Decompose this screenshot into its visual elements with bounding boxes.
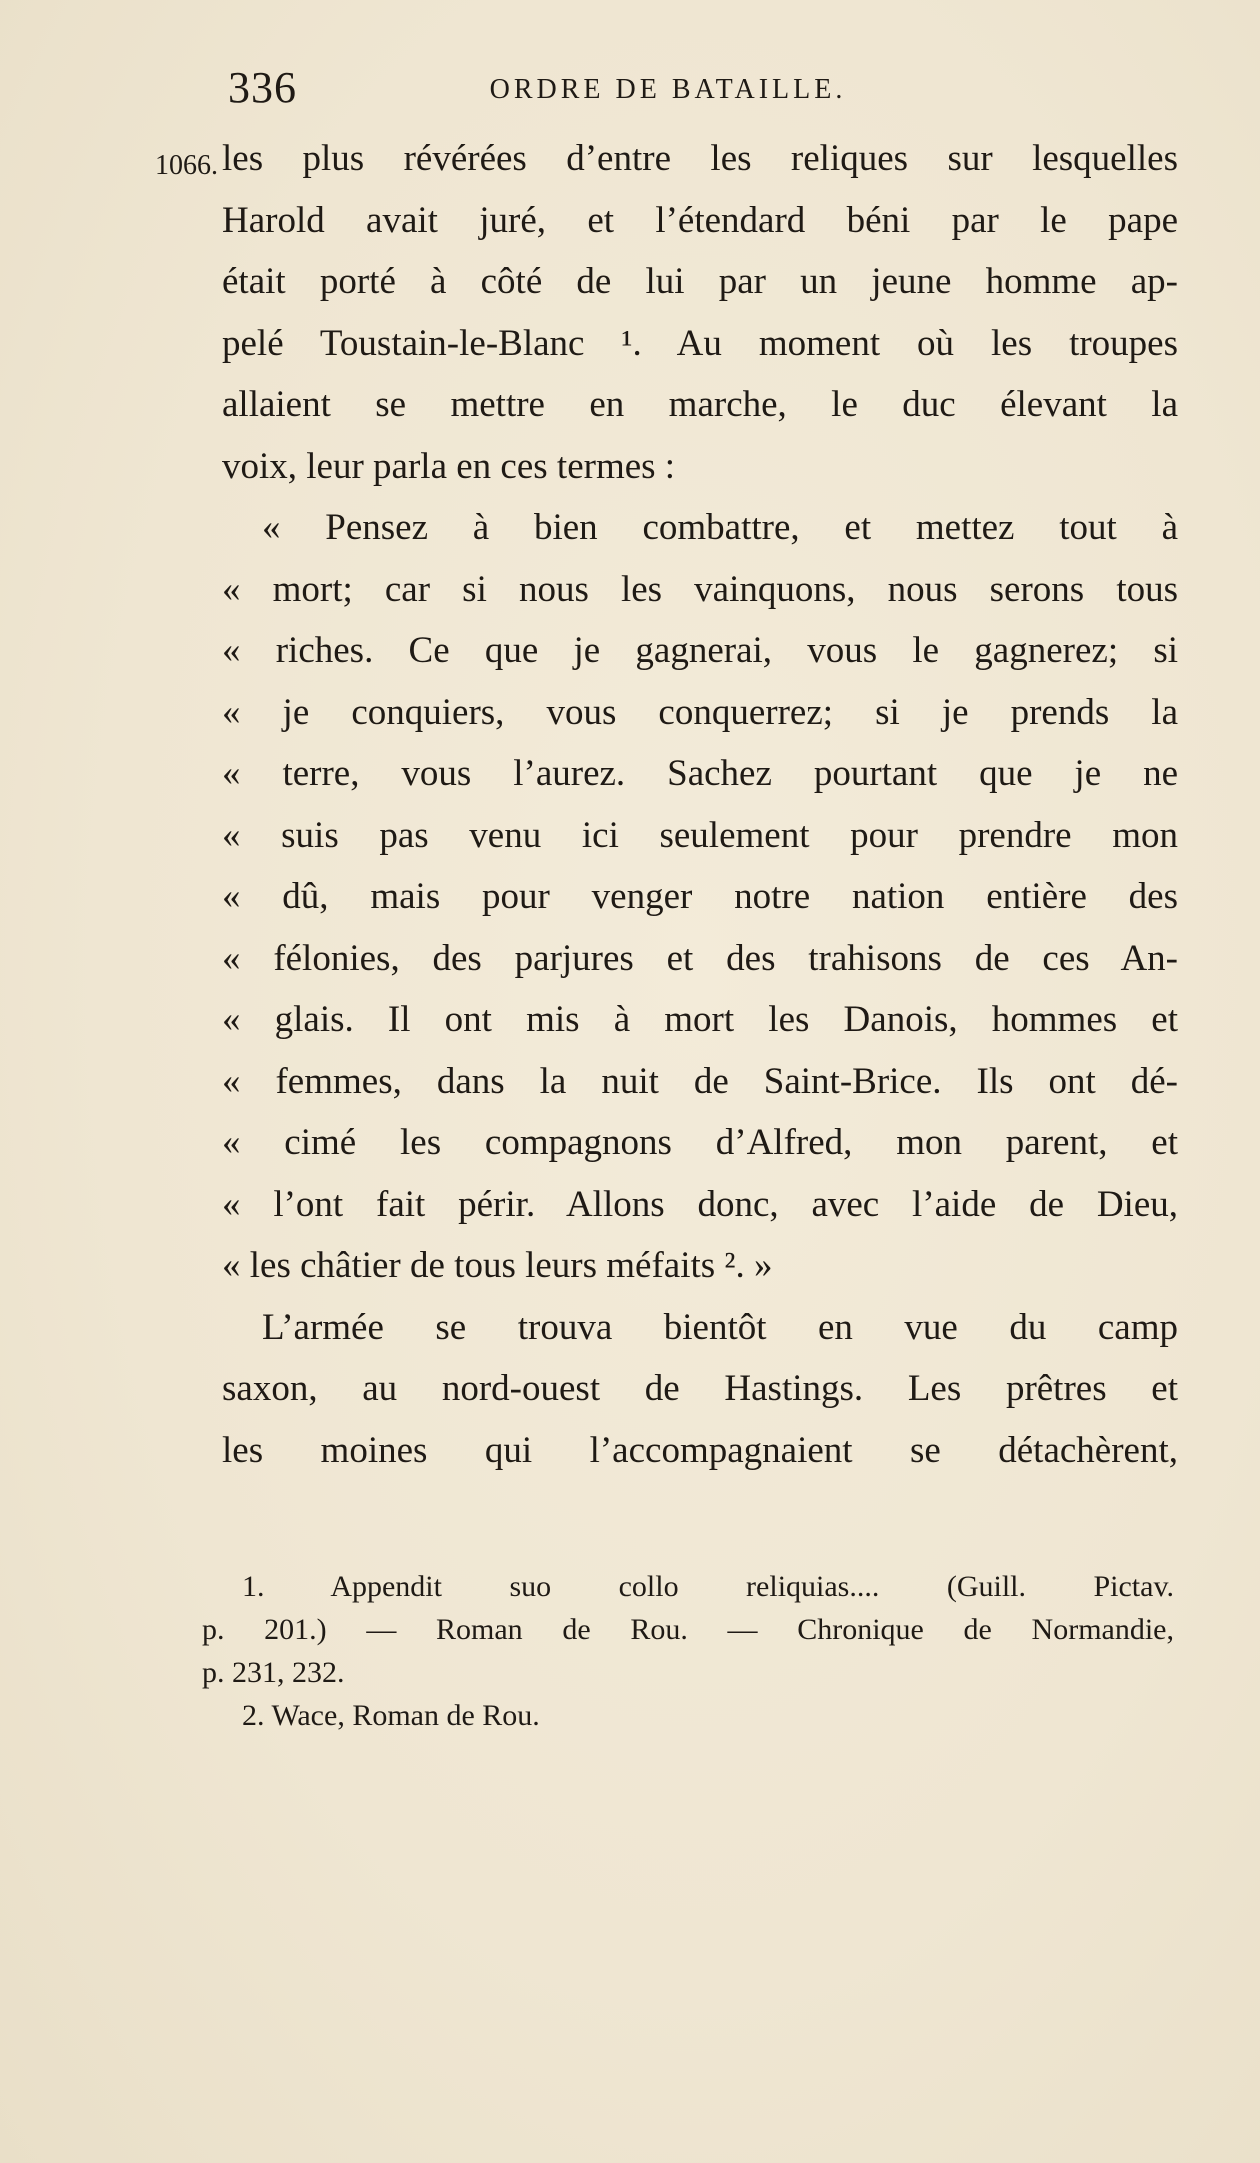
text-line: « suis pas venu ici seulement pour prendre mon [222, 814, 1178, 856]
text-line: « terre, vous l’aurez. Sachez pourtant que je ne [222, 753, 1178, 794]
text-line: « mort; car si nous les vainquons, nous serons tous [222, 568, 1178, 610]
running-title: ORDRE DE BATAILLE. [489, 74, 847, 105]
text-line: L’armée se trouva bientôt en vue du camp [262, 1306, 1178, 1348]
text-line: voix, leur parla en ces termes : [222, 445, 676, 487]
text-line: « Pensez à bien combattre, et mettez tout à [262, 507, 1178, 548]
text-line: « dû, mais pour venger notre nation entière des [222, 876, 1178, 917]
footnote-line: p. 231, 232. [202, 1656, 345, 1689]
body-text [222, 128, 1178, 1481]
text-line: « je conquiers, vous conquerrez; si je prends la [222, 691, 1178, 733]
footnote-line: 1. Appendit suo collo reliquias.... (Guill. Pictav. [242, 1570, 1174, 1603]
text-line: « glais. Il ont mis à mort les Danois, hommes et [222, 999, 1178, 1040]
text-line: « femmes, dans la nuit de Saint-Brice. Ils ont dé- [222, 1060, 1178, 1102]
page-header [228, 62, 1048, 122]
footnote-line: 2. Wace, Roman de Rou. [242, 1699, 540, 1732]
page-number: 336 [228, 63, 297, 112]
text-line: les plus révérées d’entre les reliques sur lesquelles [222, 138, 1178, 179]
text-line: « l’ont fait périr. Allons donc, avec l’aide de Dieu, [222, 1183, 1178, 1225]
text-line: les moines qui l’accompagnaient se détachèrent, [222, 1429, 1178, 1471]
text-line: était porté à côté de lui par un jeune homme ap- [222, 261, 1178, 302]
footnote-line: p. 201.) — Roman de Rou. — Chronique de Normandie, [202, 1613, 1174, 1646]
margin-year-note: 1066. [155, 150, 218, 181]
text-line: pelé Toustain-le-Blanc ¹. Au moment où les troupes [222, 322, 1178, 364]
text-line: saxon, au nord-ouest de Hastings. Les prêtres et [222, 1368, 1178, 1409]
text-line: « félonies, des parjures et des trahisons de ces An- [222, 937, 1178, 979]
text-line: allaient se mettre en marche, le duc élevant la [222, 384, 1178, 425]
footnotes [202, 1565, 1174, 1737]
text-line: « riches. Ce que je gagnerai, vous le gagnerez; si [222, 630, 1178, 671]
text-line: « les châtier de tous leurs méfaits ². » [222, 1245, 773, 1286]
text-line: Harold avait juré, et l’étendard béni par le pape [222, 199, 1178, 241]
text-line: « cimé les compagnons d’Alfred, mon parent, et [222, 1122, 1178, 1163]
